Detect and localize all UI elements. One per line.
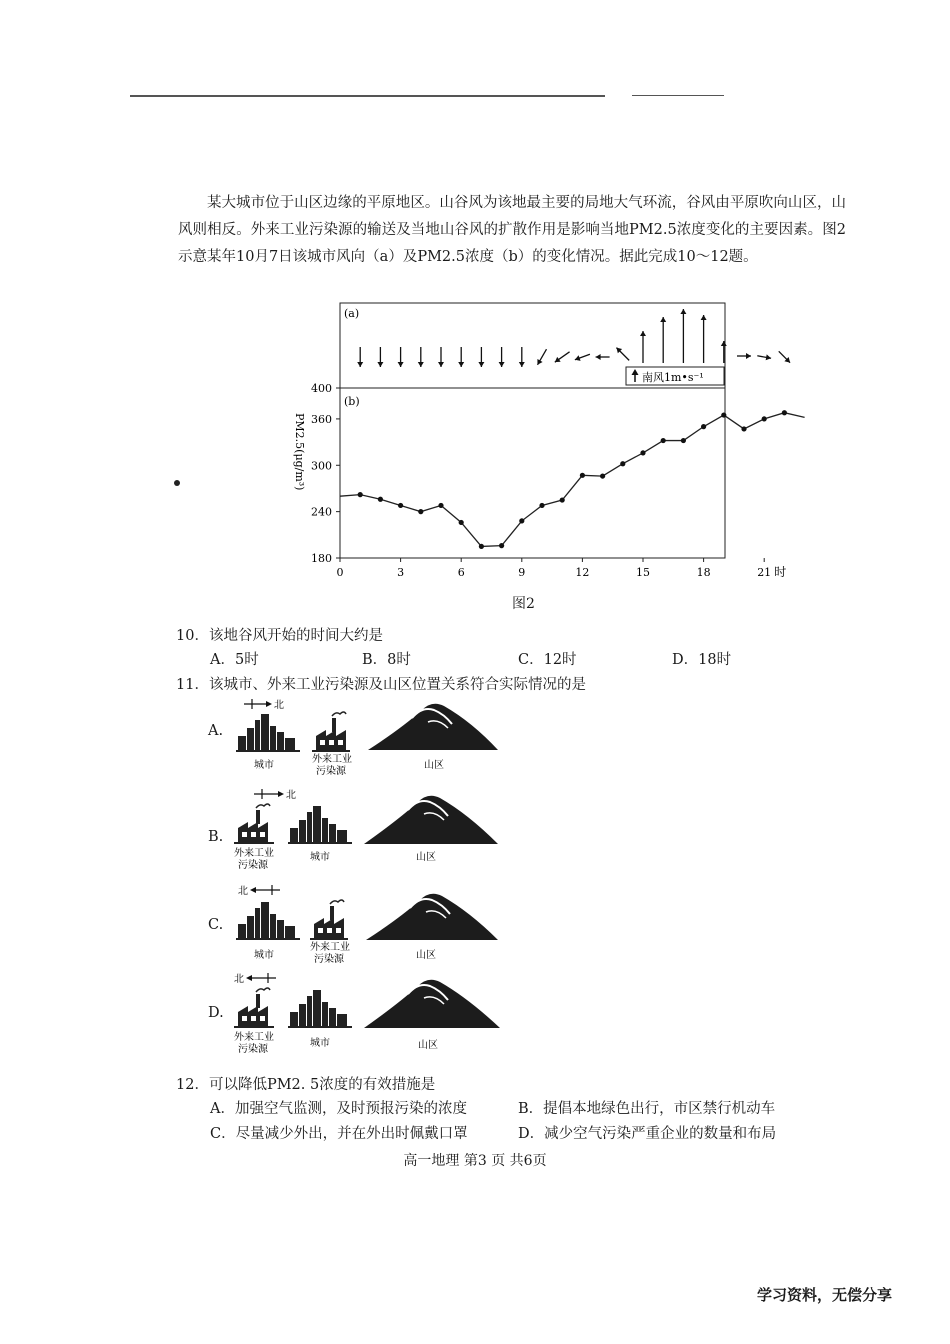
label-factory-1: 外来工业	[234, 848, 274, 859]
q12-option-d[interactable]: D．减少空气污染严重企业的数量和布局	[518, 1126, 777, 1142]
q11-option-a-letter[interactable]: A.	[208, 723, 224, 739]
q11-option-c-diagram[interactable]	[232, 878, 502, 970]
top-rule-right	[632, 95, 724, 96]
q11-option-d-letter[interactable]: D.	[208, 1005, 224, 1021]
factory-icon	[312, 712, 350, 752]
x-tick-label-12: 12	[575, 566, 590, 579]
x-axis-label: 时	[774, 565, 787, 579]
wind-arrow-17	[680, 309, 686, 363]
intro-paragraph	[178, 190, 846, 271]
label-mountain: 山区	[424, 760, 444, 771]
wind-arrow-20	[737, 353, 751, 359]
wind-arrow-4	[418, 347, 424, 367]
y-axis-label: PM2.5(μg/m³)	[293, 413, 306, 491]
wind-arrow-8	[499, 347, 505, 367]
wind-arrow-3	[398, 347, 404, 367]
pm25-point-13	[600, 473, 605, 478]
label-city: 城市	[254, 950, 274, 961]
figure-2	[280, 295, 787, 595]
compass-north-label: 北	[238, 886, 248, 897]
wind-arrow-2	[377, 347, 383, 367]
pm25-point-8	[499, 543, 504, 548]
intro-text: 某大城市位于山区边缘的平原地区。山谷风为该地最主要的局地大气环流，谷风由平原吹向山区，山风则相反。外来工业污染源的输送及当地山谷风的扩散作用是影响当地PM2.5浓度变化的主要因素。图2示意某年10月7日该城市风向（a）及PM2.5浓度（b）的变化情况。据此完成10～12题。	[178, 195, 846, 265]
pm25-point-11	[560, 497, 565, 502]
wind-arrow-12	[575, 354, 590, 361]
pm25-point-16	[661, 438, 666, 443]
factory-icon	[234, 988, 274, 1028]
x-tick-label-9: 9	[518, 566, 526, 579]
compass-north-left-icon	[234, 973, 276, 985]
q10-option-c[interactable]: C．12时	[518, 652, 577, 668]
wind-arrow-22	[779, 351, 790, 362]
pm25-point-3	[398, 503, 403, 508]
label-mountain: 山区	[418, 1040, 438, 1051]
pm25-point-22	[782, 410, 787, 415]
label-factory-2: 污染源	[314, 954, 344, 965]
wind-arrow-18	[701, 315, 707, 363]
q12-option-c[interactable]: C．尽量减少外出，并在外出时佩戴口罩	[210, 1126, 468, 1142]
label-factory-1: 外来工业	[312, 754, 352, 765]
x-tick-label-15: 15	[636, 566, 650, 579]
q11-option-a-diagram[interactable]	[232, 692, 502, 782]
city-icon	[288, 990, 352, 1028]
y-tick-label-300: 300	[311, 459, 332, 473]
q11-option-d-diagram[interactable]	[232, 968, 502, 1060]
margin-dot	[174, 480, 180, 486]
pm25-point-5	[438, 503, 443, 508]
mountain-icon	[364, 796, 498, 844]
q10-option-b[interactable]: B．8时	[362, 652, 411, 668]
mountain-icon	[364, 980, 500, 1028]
q12-stem: 12．可以降低PM2. 5浓度的有效措施是	[176, 1077, 436, 1093]
pm25-point-19	[721, 412, 726, 417]
pm25-point-18	[701, 424, 706, 429]
mountain-icon	[366, 894, 498, 940]
pm25-point-7	[479, 544, 484, 549]
city-icon	[288, 806, 352, 844]
compass-north-label: 北	[274, 700, 284, 711]
compass-north-right-icon	[244, 699, 284, 711]
q12-option-b[interactable]: B．提倡本地绿色出行，市区禁行机动车	[518, 1101, 776, 1117]
pm25-point-20	[741, 426, 746, 431]
wind-arrow-1	[357, 347, 363, 367]
x-tick-label-18: 18	[696, 566, 711, 579]
city-icon	[236, 714, 300, 752]
q10-option-a[interactable]: A．5时	[210, 652, 259, 668]
wind-arrow-5	[438, 347, 444, 367]
y-tick-label-360: 360	[311, 412, 332, 426]
pm25-point-2	[378, 497, 383, 502]
x-tick-label-3: 3	[397, 566, 405, 579]
label-factory-2: 污染源	[238, 1044, 268, 1055]
label-factory-2: 污染源	[238, 860, 268, 871]
x-tick-label-0: 0	[336, 566, 344, 579]
x-tick-label-21: 21	[757, 566, 772, 579]
pm25-point-6	[459, 520, 464, 525]
wind-arrow-16	[660, 317, 666, 363]
q11-option-b-letter[interactable]: B.	[208, 829, 224, 845]
wind-arrow-13	[596, 354, 610, 360]
q10-option-d[interactable]: D．18时	[672, 652, 732, 668]
mountain-icon	[368, 704, 498, 750]
compass-north-left-icon	[238, 885, 280, 897]
pm25-point-14	[620, 461, 625, 466]
q11-option-c-letter[interactable]: C.	[208, 917, 224, 933]
wind-arrow-19	[721, 341, 727, 363]
y-tick-label-400: 400	[311, 382, 332, 395]
factory-icon	[310, 900, 348, 940]
wind-arrow-7	[478, 347, 484, 367]
compass-north-label: 北	[286, 790, 296, 801]
label-factory-1: 外来工业	[310, 942, 350, 953]
label-city: 城市	[254, 760, 274, 771]
y-tick-label-240: 240	[311, 505, 332, 519]
pm25-point-12	[580, 473, 585, 478]
label-factory-1: 外来工业	[234, 1032, 274, 1043]
label-factory-2: 污染源	[316, 766, 346, 777]
pm25-point-4	[418, 509, 423, 514]
top-rule	[130, 95, 605, 97]
q10-stem: 10．该地谷风开始的时间大约是	[176, 628, 383, 644]
wind-arrow-14	[616, 348, 629, 361]
watermark: 学习资料，无偿分享	[756, 1286, 892, 1304]
pm25-point-10	[539, 503, 544, 508]
pm25-point-1	[358, 492, 363, 497]
city-icon	[236, 902, 300, 940]
figure-caption: 图2	[512, 596, 535, 612]
panel-b-label: (b)	[344, 395, 360, 408]
label-mountain: 山区	[416, 852, 436, 863]
wind-arrow-11	[555, 352, 570, 362]
q11-stem: 11．该城市、外来工业污染源及山区位置关系符合实际情况的是	[176, 677, 586, 693]
label-city: 城市	[310, 1038, 330, 1049]
q12-option-a[interactable]: A．加强空气监测，及时预报污染的浓度	[210, 1101, 467, 1117]
compass-north-label: 北	[234, 974, 244, 985]
wind-arrow-21	[757, 354, 771, 360]
label-city: 城市	[310, 852, 330, 863]
pm25-point-21	[762, 416, 767, 421]
wind-arrow-6	[458, 347, 464, 367]
wind-arrow-9	[519, 347, 525, 367]
page-footer: 高一地理 第3 页 共6页	[403, 1153, 547, 1169]
panel-b-frame	[340, 388, 725, 558]
pm25-point-9	[519, 518, 524, 523]
pm25-point-15	[640, 450, 645, 455]
compass-north-right-icon	[254, 789, 296, 801]
q11-option-b-diagram[interactable]	[232, 782, 502, 882]
label-mountain: 山区	[416, 950, 436, 961]
pm25-point-17	[681, 438, 686, 443]
wind-arrow-15	[640, 331, 646, 363]
wind-arrow-10	[537, 349, 546, 365]
wind-legend-text: 南风1m•s⁻¹	[642, 371, 704, 384]
panel-a-label: (a)	[344, 307, 360, 320]
x-tick-label-6: 6	[457, 566, 465, 579]
factory-icon	[234, 804, 274, 844]
y-tick-label-180: 180	[311, 552, 332, 565]
pm25-line	[340, 413, 805, 547]
